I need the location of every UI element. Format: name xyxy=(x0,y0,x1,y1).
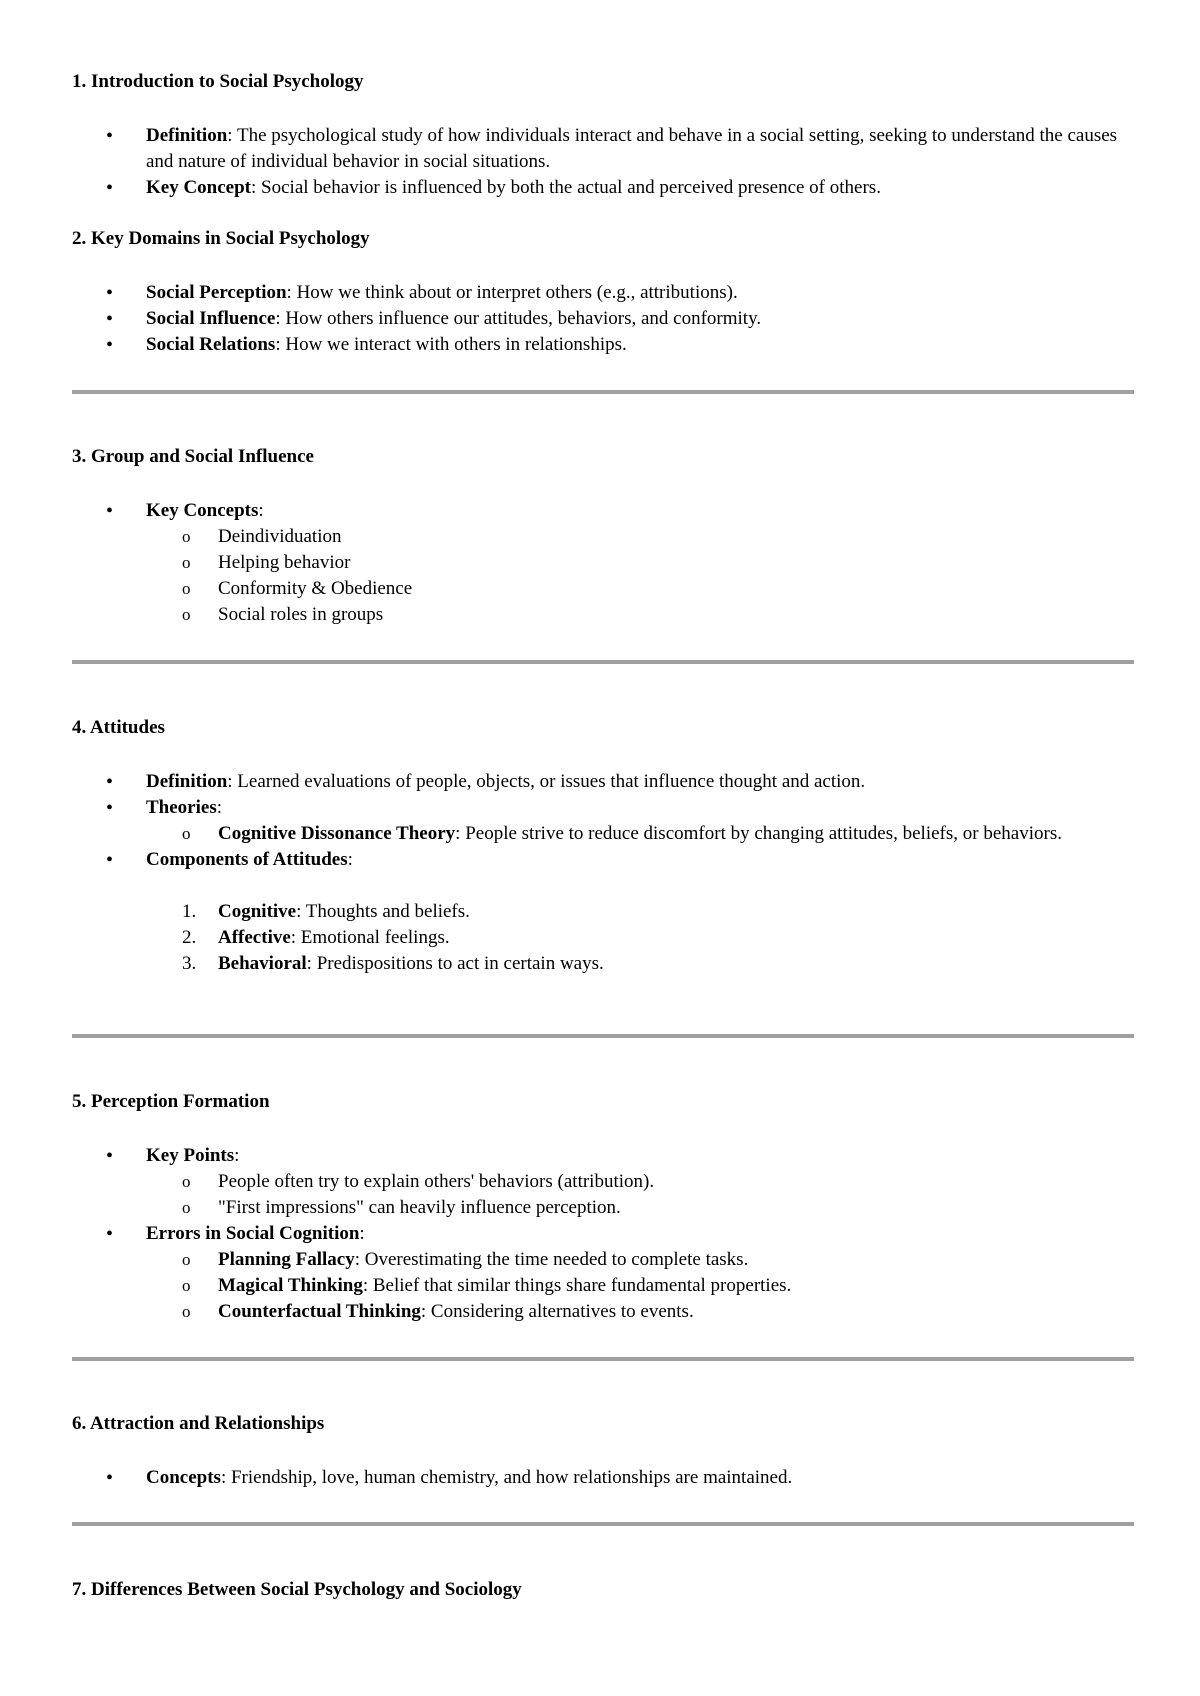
sub-list-item: o Conformity & Obedience xyxy=(72,576,1134,602)
term-label: Cognitive Dissonance Theory xyxy=(218,823,456,844)
item-number: 3. xyxy=(182,953,197,974)
term-label: Planning Fallacy xyxy=(218,1249,355,1270)
sub-list-item: o "First impressions" can heavily influence perception. xyxy=(72,1195,1134,1221)
sub-list xyxy=(146,1169,1134,1221)
list-item xyxy=(72,1143,1134,1221)
term-label: Key Concept xyxy=(146,177,252,198)
item-text: : xyxy=(216,797,222,818)
term-label: Behavioral xyxy=(218,953,307,974)
item-text: : People strive to reduce discomfort by changing attitudes, beliefs, or behaviors. xyxy=(455,823,1062,844)
sub-list-item xyxy=(72,821,1134,847)
term-label: Definition xyxy=(146,771,228,792)
term-label: Components of Attitudes xyxy=(146,849,348,870)
section-heading: 2. Key Domains in Social Psychology xyxy=(72,228,370,249)
section-heading: 6. Attraction and Relationships xyxy=(72,1413,325,1434)
section-heading: 1. Introduction to Social Psychology xyxy=(72,71,364,92)
term-label: Affective xyxy=(218,927,291,948)
list-item xyxy=(72,280,1134,306)
list-item xyxy=(72,847,1134,873)
numbered-item xyxy=(72,925,1134,951)
item-number: 1. xyxy=(182,901,197,922)
bullet-list xyxy=(72,123,1134,201)
list-item xyxy=(72,498,1134,628)
list-item xyxy=(72,175,1134,201)
horizontal-rule xyxy=(72,660,1134,664)
item-number: 2. xyxy=(182,927,197,948)
item-text: : xyxy=(258,500,264,521)
section-key-domains xyxy=(72,227,1134,358)
item-text: : Predispositions to act in certain ways. xyxy=(306,953,604,974)
item-text: : Friendship, love, human chemistry, and how relationships are maintained. xyxy=(220,1467,793,1488)
item-text: : How we interact with others in relationships. xyxy=(275,334,627,355)
section-heading: 7. Differences Between Social Psychology and Sociology xyxy=(72,1579,522,1600)
term-label: Concepts xyxy=(146,1467,221,1488)
numbered-list xyxy=(72,899,1134,977)
item-text: : How we think about or interpret others (e.g., attributions). xyxy=(286,282,738,303)
bullet-list xyxy=(72,498,1134,628)
section-heading: 3. Group and Social Influence xyxy=(72,446,314,467)
sub-list xyxy=(146,821,1134,847)
section-heading: 5. Perception Formation xyxy=(72,1091,270,1112)
sub-list xyxy=(146,1247,1134,1325)
item-text: : Considering alternatives to events. xyxy=(420,1301,694,1322)
item-text: : How others influence our attitudes, behaviors, and conformity. xyxy=(275,308,762,329)
item-text: : Overestimating the time needed to complete tasks. xyxy=(354,1249,749,1270)
item-text: : xyxy=(359,1223,365,1244)
numbered-item xyxy=(72,899,1134,925)
sub-list-item xyxy=(72,1273,1134,1299)
term-label: Social Perception xyxy=(146,282,287,303)
item-text: : Social behavior is influenced by both the actual and perceived presence of others. xyxy=(251,177,881,198)
item-text: : Learned evaluations of people, objects, or issues that influence thought and action. xyxy=(227,771,866,792)
term-label: Errors in Social Cognition xyxy=(146,1223,360,1244)
term-label: Social Relations xyxy=(146,334,276,355)
section-heading: 4. Attitudes xyxy=(72,717,165,738)
bullet-list xyxy=(72,1143,1134,1325)
section-attraction-relationships xyxy=(72,1412,1134,1491)
bullet-list xyxy=(72,280,1134,358)
sub-list-item: o Helping behavior xyxy=(72,550,1134,576)
horizontal-rule xyxy=(72,390,1134,394)
item-text: : The psychological study of how individuals interact and behave in a social setting, seeking to understand the causes and nature of individual behavior in social situations. xyxy=(146,125,1118,172)
term-label: Definition xyxy=(146,125,228,146)
section-differences xyxy=(72,1578,1134,1602)
section-introduction xyxy=(72,70,1134,201)
item-text: : xyxy=(347,849,353,870)
list-item xyxy=(72,123,1134,175)
sub-list-item: o People often try to explain others' behaviors (attribution). xyxy=(72,1169,1134,1195)
bullet-list xyxy=(72,1465,1134,1491)
term-label: Cognitive xyxy=(218,901,297,922)
item-text: : Emotional feelings. xyxy=(290,927,450,948)
sub-list-item xyxy=(72,1247,1134,1273)
list-item xyxy=(72,306,1134,332)
term-label: Theories xyxy=(146,797,217,818)
list-item xyxy=(72,795,1134,847)
term-label: Key Concepts xyxy=(146,500,259,521)
term-label: Counterfactual Thinking xyxy=(218,1301,421,1322)
list-item xyxy=(72,332,1134,358)
numbered-item xyxy=(72,951,1134,977)
section-attitudes xyxy=(72,716,1134,977)
section-perception-formation xyxy=(72,1090,1134,1325)
list-item xyxy=(72,1465,1134,1491)
item-text: : xyxy=(234,1145,240,1166)
list-item xyxy=(72,769,1134,795)
term-label: Social Influence xyxy=(146,308,276,329)
term-label: Magical Thinking xyxy=(218,1275,363,1296)
sub-list-item: o Deindividuation xyxy=(72,524,1134,550)
sub-list xyxy=(146,524,1134,628)
bullet-list xyxy=(72,769,1134,873)
item-text: : Belief that similar things share fundamental properties. xyxy=(362,1275,792,1296)
term-label: Key Points xyxy=(146,1145,235,1166)
sub-list-item xyxy=(72,1299,1134,1325)
list-item xyxy=(72,1221,1134,1325)
horizontal-rule xyxy=(72,1034,1134,1038)
item-text: : Thoughts and beliefs. xyxy=(296,901,470,922)
horizontal-rule xyxy=(72,1357,1134,1361)
section-group-influence xyxy=(72,445,1134,628)
sub-list-item: o Social roles in groups xyxy=(72,602,1134,628)
horizontal-rule xyxy=(72,1522,1134,1526)
